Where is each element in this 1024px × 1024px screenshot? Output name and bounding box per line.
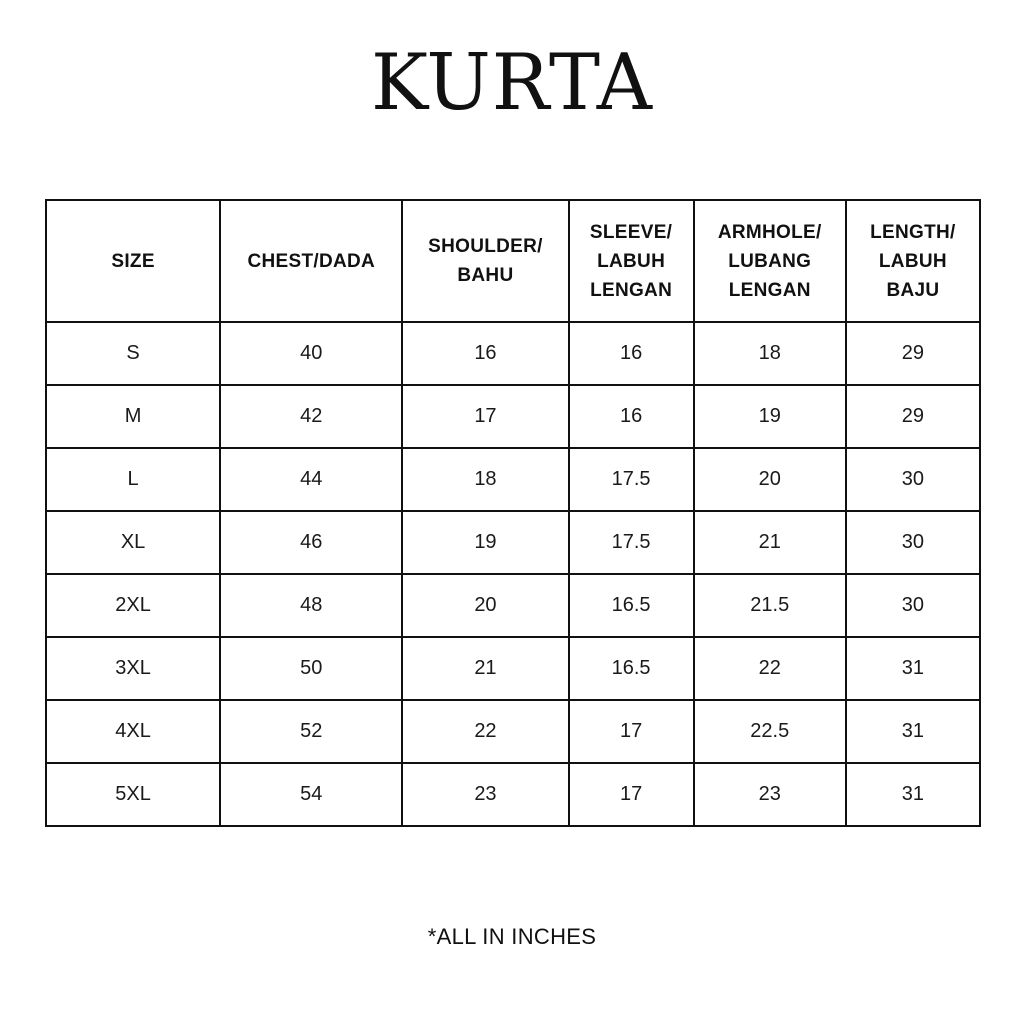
cell-armhole: 21.5 [694, 574, 846, 637]
header-chest [220, 200, 402, 322]
table-row [46, 322, 980, 385]
header-line: LENGTH/ [870, 221, 956, 243]
cell-sleeve: 17 [569, 763, 694, 826]
table-row [46, 385, 980, 448]
cell-shoulder: 17 [402, 385, 568, 448]
header-line: SIZE [111, 250, 155, 272]
cell-size: 4XL [46, 700, 220, 763]
cell-sleeve: 16 [569, 385, 694, 448]
header-line: BAHU [457, 265, 514, 286]
header-line: BAJU [886, 279, 940, 301]
header-line: SLEEVE/ [589, 221, 673, 243]
cell-sleeve: 17.5 [569, 511, 694, 574]
cell-shoulder: 19 [402, 511, 568, 574]
cell-sleeve: 16.5 [569, 574, 694, 637]
header-armhole [694, 200, 846, 322]
table-row [46, 574, 980, 637]
cell-chest: 42 [220, 385, 402, 448]
cell-length: 29 [846, 385, 980, 448]
cell-size: L [46, 448, 220, 511]
cell-armhole: 23 [694, 763, 846, 826]
cell-shoulder: 18 [402, 448, 568, 511]
header-size [46, 200, 220, 322]
header-line: LUBANG [728, 250, 812, 272]
header-line: LENGAN [728, 279, 811, 301]
cell-size: 5XL [46, 763, 220, 826]
header-line: LABUH [597, 250, 666, 272]
cell-sleeve: 16 [569, 322, 694, 385]
cell-size: XL [46, 511, 220, 574]
cell-shoulder: 20 [402, 574, 568, 637]
cell-length: 31 [846, 763, 980, 826]
cell-chest: 54 [220, 763, 402, 826]
cell-shoulder: 22 [402, 700, 568, 763]
cell-length: 30 [846, 574, 980, 637]
table-row [46, 511, 980, 574]
cell-chest: 40 [220, 322, 402, 385]
cell-chest: 46 [220, 511, 402, 574]
size-chart-table [45, 199, 981, 827]
cell-size: S [46, 322, 220, 385]
table-row [46, 637, 980, 700]
cell-armhole: 21 [694, 511, 846, 574]
table-row [46, 448, 980, 511]
units-footnote: *ALL IN INCHES [427, 924, 597, 949]
cell-chest: 50 [220, 637, 402, 700]
header-line: ARMHOLE/ [717, 221, 822, 243]
page-title: KURTA [371, 38, 653, 128]
table-header-row [46, 200, 980, 322]
cell-armhole: 20 [694, 448, 846, 511]
table-row [46, 700, 980, 763]
cell-shoulder: 23 [402, 763, 568, 826]
cell-armhole: 18 [694, 322, 846, 385]
cell-shoulder: 16 [402, 322, 568, 385]
cell-armhole: 19 [694, 385, 846, 448]
cell-sleeve: 17 [569, 700, 694, 763]
header-line: LABUH [878, 250, 947, 272]
cell-size: 3XL [46, 637, 220, 700]
header-line: CHEST/DADA [247, 250, 376, 272]
cell-sleeve: 17.5 [569, 448, 694, 511]
cell-size: M [46, 385, 220, 448]
cell-length: 30 [846, 511, 980, 574]
cell-length: 30 [846, 448, 980, 511]
table-row [46, 763, 980, 826]
cell-length: 31 [846, 637, 980, 700]
cell-chest: 48 [220, 574, 402, 637]
cell-length: 29 [846, 322, 980, 385]
header-length [846, 200, 980, 322]
cell-chest: 44 [220, 448, 402, 511]
header-shoulder [402, 200, 568, 322]
header-line: SHOULDER/ [428, 236, 543, 257]
cell-armhole: 22 [694, 637, 846, 700]
header-line: LENGAN [590, 279, 673, 301]
cell-sleeve: 16.5 [569, 637, 694, 700]
cell-chest: 52 [220, 700, 402, 763]
cell-size: 2XL [46, 574, 220, 637]
header-sleeve [569, 200, 694, 322]
cell-length: 31 [846, 700, 980, 763]
cell-shoulder: 21 [402, 637, 568, 700]
cell-armhole: 22.5 [694, 700, 846, 763]
